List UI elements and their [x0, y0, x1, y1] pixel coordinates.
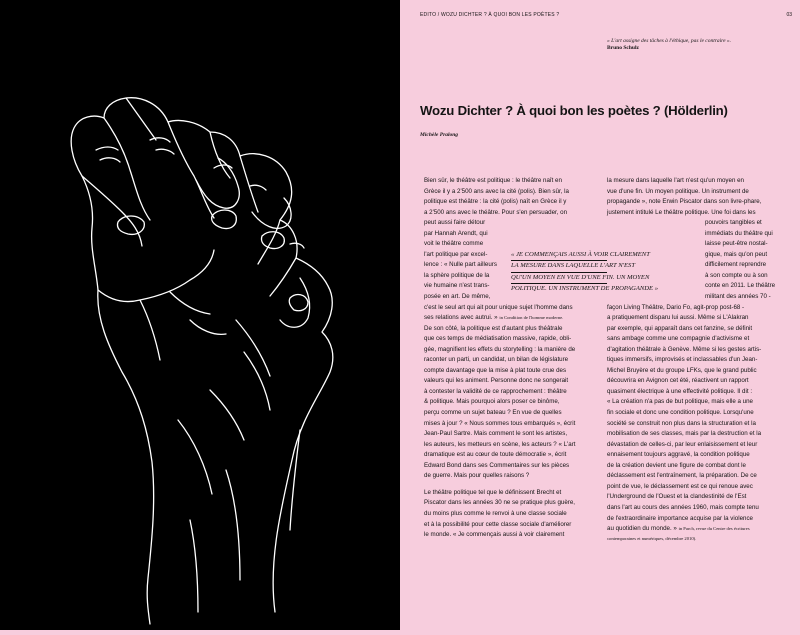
text-line: Bien sûr, le théâtre est politique : le théâtre naît en: [424, 177, 562, 184]
text-line: difficilement reprendre: [705, 261, 767, 269]
pull-quote-line: LA MESURE DANS LAQUELLE L'ART N'EST: [511, 261, 607, 272]
text-line: conte en 2011. Le théâtre: [705, 282, 776, 290]
text-line: Grèce il y a 2'500 ans avec la cité (polis). Bien sûr, la: [424, 187, 569, 195]
text-line: à contester la validité de ce rapprochement : théâtre: [424, 387, 567, 395]
column-2-narrow: [705, 218, 793, 302]
pull-quote: [511, 250, 659, 294]
text-line: [424, 313, 596, 324]
text-line: société se construit non plus dans la structuration et la: [607, 419, 756, 427]
text-line: dans l'art au cours des années 1960, mais compte tenu: [607, 503, 759, 511]
column-1-body: [424, 324, 596, 482]
text-line: mises à jour ? « Nous sommes tous embarqués », écrit: [424, 419, 576, 427]
text-line: quasiment électrique à une effectivité politique. Il dit :: [607, 387, 753, 395]
pull-quote-line: QU'UN MOYEN EN VUE D'UNE FIN. UN MOYEN: [511, 273, 607, 284]
text-line: vue d'une fin. Un moyen politique. Un instrument de: [607, 187, 749, 195]
text-line: politique est théâtre : la cité (polis) naît en Grèce il y: [424, 198, 567, 206]
text-line: l'Underground de l'Ouest et la clandestinité de l'Est: [607, 493, 747, 501]
text-line: Edward Bond dans ses Commentaires sur les pièces: [424, 461, 570, 469]
text-line: immédiats du théâtre qui: [705, 229, 773, 237]
hand-drawing-icon: [0, 0, 400, 630]
text-line: militant des années 70 -: [705, 293, 771, 301]
article-title: Wozu Dichter ? À quoi bon les poètes ? (Hölderlin): [420, 103, 728, 118]
text-line: de la création devient une figure de combat dont le: [607, 461, 746, 469]
text-line: la mesure dans laquelle l'art n'est qu'un moyen en: [607, 177, 745, 184]
column-1: [424, 176, 596, 541]
text-line: & politique. Mais pourquoi alors poser ce binôme,: [424, 398, 560, 406]
text-fragment: ses relations avec autrui. »: [424, 314, 498, 322]
text-line: Jean-Paul Sartre. Mais comment le sont les artistes,: [424, 430, 568, 438]
text-line: que ces temps de médiatisation massive, rapide, obli-: [424, 335, 572, 343]
text-line: la sphère politique de la: [424, 271, 490, 279]
text-line: compte davantage que la mise à plat toute crue des: [424, 366, 567, 374]
column-1-paragraph-3: [424, 488, 596, 541]
text-line: l'art politique par excel-: [424, 250, 488, 258]
text-line: « La création n'a pas de but politique, mais elle a une: [607, 398, 753, 406]
text-line: a pratiquement disparu lui aussi. Même si L'Alakran: [607, 314, 749, 322]
text-line: gée, magnifient les effets du storytelling : la manière de: [424, 345, 576, 353]
text-line: Michel Bruyère et du groupe LFKs, que le grand public: [607, 366, 757, 374]
epigraph-quote: « L'art assigne des tâches à l'éthique, pas le contraire ».: [607, 38, 732, 44]
text-line: perçu comme un sujet bateau ? En vue de quelles: [424, 409, 562, 417]
text-line: c'est le seul art qui ait pour unique sujet l'homme dans: [424, 303, 573, 311]
source-note: in Condition de l'homme moderne.: [499, 315, 564, 321]
text-line: lence : « Nulle part ailleurs: [424, 261, 497, 269]
text-line: laisse peut-être nostal-: [705, 240, 768, 248]
text-line: les auteurs, les metteurs en scène, les acteurs ? « L'art: [424, 440, 576, 448]
text-line: dramatique est au cœur de toute démocratie », écrit: [424, 451, 567, 459]
page-number: 03: [786, 12, 792, 18]
text-fragment: au quotidien du monde. »: [607, 525, 677, 533]
epigraph-author: Bruno Schulz: [607, 45, 639, 51]
column-1-narrow: [424, 229, 508, 303]
text-line: fin sociale et donc une condition politique. Lorsqu'une: [607, 409, 754, 417]
text-line: découvrira en Avignon cet été, réactivent un rapport: [607, 377, 749, 385]
text-line: de guerre. Mais pour quelles raisons ?: [424, 472, 530, 480]
text-line: façon Living Théâtre, Dario Fo, agit-prop post-68 -: [607, 303, 745, 311]
text-line: peut aussi faire détour: [424, 219, 486, 227]
text-line: [607, 524, 793, 535]
text-line: le monde. « Je commençais aussi à voir clairement: [424, 531, 565, 539]
article-author: Michèle Pralong: [420, 132, 459, 138]
text-line: à son compte ou à son: [705, 271, 768, 279]
text-line: pouvoirs tangibles et: [705, 219, 762, 227]
text-line: raconter un parti, un candidat, un bilan de législature: [424, 356, 569, 364]
text-line: par Hannah Arendt, qui: [424, 229, 488, 237]
text-line: déclassement est l'entraînement, la préparation. De ce: [607, 472, 757, 480]
text-line: sans ambage comme une compagnie d'activisme et: [607, 335, 750, 343]
text-line: d'agitation théâtrale à Genève. Même si les gestes artis-: [607, 345, 762, 353]
running-head: EDITO / WOZU DICHTER ? À QUOI BON LES POÈTES ?: [420, 12, 560, 18]
text-line: Piscator dans les années 30 ne se pratique plus guère,: [424, 499, 576, 507]
text-line: mobilisation de ses classes, mais par la destruction et la: [607, 430, 762, 438]
pull-quote-line: POLITIQUE. UN INSTRUMENT DE PROPAGANDE »: [511, 284, 659, 292]
text-page: [400, 0, 800, 630]
source-note: in Parch, revue du Centre des écritures: [678, 526, 750, 532]
text-line: vie humaine n'est trans-: [424, 282, 490, 290]
text-line: Le théâtre politique tel que le définissent Brecht et: [424, 488, 562, 496]
column-1-intro: [424, 176, 596, 229]
text-line: posée en art. De même,: [424, 293, 491, 301]
epigraph: [607, 38, 787, 52]
text-line: justement intitulé Le théâtre politique. Une foi dans les: [607, 208, 756, 216]
illustration-page: [0, 0, 400, 630]
text-line: du moins plus comme le renvoi à une classe sociale: [424, 509, 567, 517]
source-note-cont: contemporaines et numériques, décembre 2010).: [607, 535, 697, 541]
text-line: propagande », note Erwin Piscator dans son livre-phare,: [607, 198, 762, 206]
text-line: De son côté, la politique est d'autant plus théâtrale: [424, 324, 563, 332]
text-line: dévastation de celles-ci, par leur enlaisissement et leur: [607, 440, 758, 448]
text-line: gique, mais qu'on peut: [705, 250, 768, 258]
column-2: [607, 176, 793, 543]
text-line: de l'extraordinaire importance acquise par la violence: [607, 514, 753, 522]
text-line: et à la possibilité pour cette classe sociale d'améliorer: [424, 520, 572, 528]
text-line: a 2'500 ans avec le théâtre. Pour s'en persuader, on: [424, 208, 568, 216]
text-line: ennaisement toujours aggravé, la condition politique: [607, 451, 750, 459]
text-line: point de vue, le déclassement est ce qui renoue avec: [607, 482, 753, 490]
text-line: par exemple, qui apparaît dans cet fanzine, se définit: [607, 324, 753, 332]
text-line: valeurs qui les animent. Personne donc ne songerait: [424, 377, 569, 385]
pull-quote-line: « JE COMMENÇAIS AUSSI À VOIR CLAIREMENT: [511, 250, 607, 261]
text-line: tiques immersifs, improvisés et inclassables d'un Jean-: [607, 356, 758, 364]
text-line: voit le théâtre comme: [424, 240, 484, 248]
